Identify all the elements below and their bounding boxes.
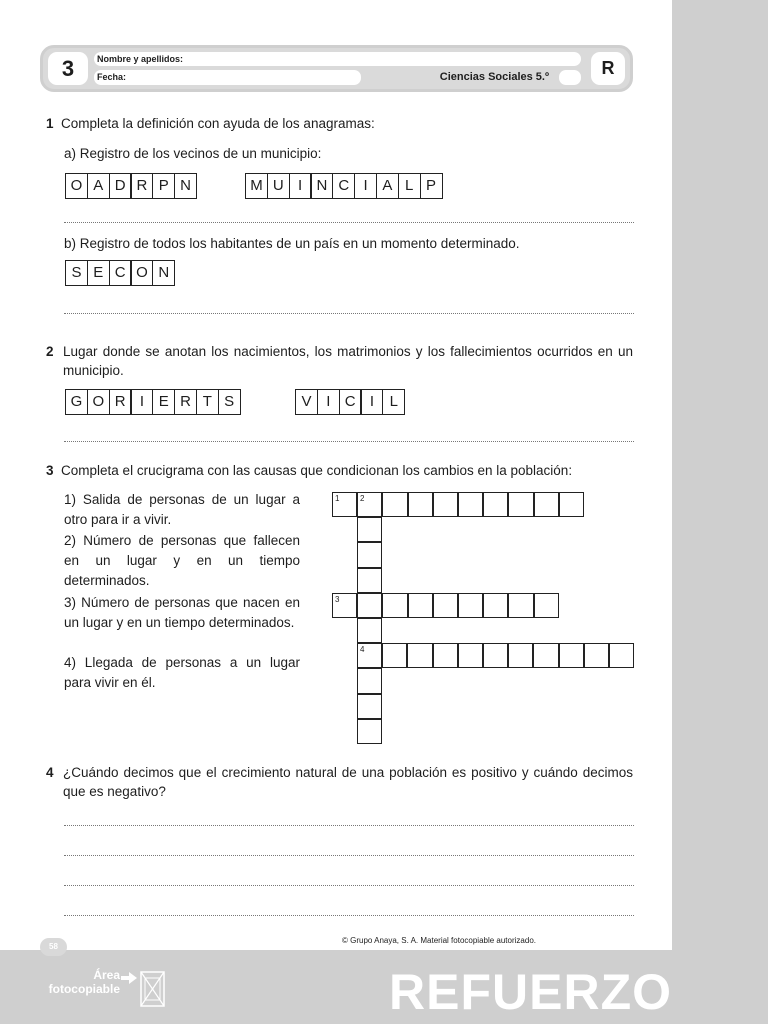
class-field[interactable]	[559, 70, 581, 85]
anagram-letter: S	[218, 389, 241, 415]
crossword-cell[interactable]	[483, 492, 508, 517]
question-instruction: Completa el crucigrama con las causas que condicionan los cambios en la población:	[61, 463, 573, 478]
anagram-letter: I	[130, 389, 153, 415]
anagram-letter: E	[152, 389, 175, 415]
crossword-clue: 2) Número de personas que fallecen en un lugar y en un tiempo determinados.	[64, 533, 300, 588]
crossword-cell[interactable]	[458, 492, 483, 517]
crossword-cell[interactable]	[534, 593, 559, 618]
page-number: 58	[40, 938, 67, 956]
question-number: 1	[46, 116, 54, 131]
anagram-letter: E	[87, 260, 110, 286]
anagram-box	[295, 389, 405, 415]
question-number: 3	[46, 463, 54, 478]
anagram-letter: A	[376, 173, 399, 199]
question-1b-text: b) Registro de todos los habitantes de un país en un momento determinado.	[64, 236, 520, 251]
anagram-letter: U	[267, 173, 290, 199]
crossword-cell[interactable]	[584, 643, 609, 668]
anagram-letter: C	[332, 173, 355, 199]
crossword-cell[interactable]	[458, 643, 483, 668]
crossword-clue-number: 1	[335, 494, 340, 503]
crossword-clue-number: 4	[360, 645, 365, 655]
anagram-letter: O	[87, 389, 110, 415]
crossword-cell[interactable]	[407, 643, 432, 668]
crossword-cell[interactable]	[382, 593, 407, 618]
crossword-cell[interactable]	[508, 593, 533, 618]
anagram-box	[245, 173, 443, 199]
crossword-cell[interactable]	[408, 492, 433, 517]
crossword-cell[interactable]	[508, 492, 533, 517]
side-band	[672, 0, 768, 1024]
photocopy-icon	[140, 970, 165, 1008]
crossword-cell[interactable]	[433, 643, 458, 668]
area-label-line: fotocopiable	[48, 982, 120, 996]
anagram-letter: S	[65, 260, 88, 286]
crossword-cell[interactable]	[458, 593, 483, 618]
question-3	[46, 461, 572, 480]
anagram-letter: N	[174, 173, 197, 199]
crossword-cell[interactable]	[559, 643, 584, 668]
anagram-letter: R	[174, 389, 197, 415]
anagram-letter: R	[109, 389, 132, 415]
name-field[interactable]: Nombre y apellidos:	[94, 52, 581, 66]
crossword-cell[interactable]	[559, 492, 584, 517]
anagram-letter: C	[339, 389, 362, 415]
area-fotocopiable-label	[38, 968, 120, 996]
crossword-cell[interactable]	[408, 593, 433, 618]
anagram-letter: I	[317, 389, 340, 415]
answer-line[interactable]	[64, 915, 634, 916]
anagram-letter: I	[289, 173, 312, 199]
crossword-cell[interactable]	[357, 593, 382, 618]
answer-line[interactable]	[64, 441, 634, 442]
anagram-letter: I	[354, 173, 377, 199]
crossword-cell[interactable]	[357, 542, 382, 567]
anagram-letter: L	[398, 173, 421, 199]
refuerzo-label: REFUERZO	[389, 964, 672, 1020]
answer-line[interactable]	[64, 313, 634, 314]
question-1a-text: a) Registro de los vecinos de un municipio:	[64, 146, 322, 161]
anagram-letter: T	[196, 389, 219, 415]
crossword-cell[interactable]	[382, 492, 407, 517]
crossword-cell[interactable]	[357, 719, 382, 744]
crossword-cell[interactable]	[357, 568, 382, 593]
anagram-letter: A	[87, 173, 110, 199]
crossword-cell[interactable]	[357, 618, 382, 643]
crossword-clue: 1) Salida de personas de un lugar a otro para ir a vivir.	[64, 492, 300, 527]
crossword-clue-number: 3	[335, 594, 340, 604]
anagram-letter: I	[360, 389, 383, 415]
answer-line[interactable]	[64, 885, 634, 886]
crossword-clue-number: 2	[360, 494, 365, 503]
crossword-cell[interactable]	[533, 643, 558, 668]
anagram-box	[65, 389, 241, 415]
date-field[interactable]: Fecha:	[94, 70, 361, 85]
anagram-box	[65, 260, 175, 286]
question-number: 2	[46, 344, 54, 359]
crossword-cell[interactable]	[357, 668, 382, 693]
anagram-letter: M	[245, 173, 268, 199]
crossword-cell[interactable]	[433, 492, 458, 517]
crossword-cell[interactable]	[534, 492, 559, 517]
crossword-cell[interactable]	[483, 593, 508, 618]
question-4-text: ¿Cuándo decimos que el crecimiento natural de una población es positivo y cuándo decimos que es negativo?	[63, 765, 633, 799]
anagram-letter: O	[65, 173, 88, 199]
answer-line[interactable]	[64, 825, 634, 826]
crossword-clue: 3) Número de personas que nacen en un lugar y en un tiempo determinados.	[64, 595, 300, 630]
anagram-letter: N	[152, 260, 175, 286]
subject-label: Ciencias Sociales 5.º	[439, 71, 549, 83]
crossword-cell[interactable]	[357, 517, 382, 542]
question-number: 4	[46, 765, 54, 780]
crossword-clue: 4) Llegada de personas a un lugar para vivir en él.	[64, 655, 300, 690]
arrow-right-icon	[121, 972, 137, 984]
anagram-letter: C	[109, 260, 132, 286]
anagram-box	[65, 173, 197, 199]
worksheet-header	[40, 45, 633, 92]
anagram-letter: G	[65, 389, 88, 415]
question-instruction: Completa la definición con ayuda de los anagramas:	[61, 116, 375, 131]
level-letter: R	[591, 52, 625, 85]
crossword-cell[interactable]	[382, 643, 407, 668]
question-2-text: Lugar donde se anotan los nacimientos, los matrimonios y los fallecimientos ocurridos en un municipio.	[63, 344, 633, 378]
crossword-cell[interactable]	[433, 593, 458, 618]
crossword-cell[interactable]	[357, 694, 382, 719]
area-label-line: Área	[93, 968, 120, 982]
anagram-letter: O	[130, 260, 153, 286]
anagram-letter: R	[130, 173, 153, 199]
anagram-letter: N	[310, 173, 333, 199]
anagram-letter: P	[152, 173, 175, 199]
anagram-letter: P	[420, 173, 443, 199]
copyright-notice: © Grupo Anaya, S. A. Material fotocopiable autorizado.	[341, 936, 536, 945]
anagram-letter: V	[295, 389, 318, 415]
crossword-cell[interactable]	[609, 643, 634, 668]
question-1	[46, 114, 375, 133]
crossword-cell[interactable]	[508, 643, 533, 668]
crossword-cell[interactable]	[483, 643, 508, 668]
anagram-letter: D	[109, 173, 132, 199]
answer-line[interactable]	[64, 855, 634, 856]
unit-number: 3	[48, 52, 88, 85]
anagram-letter: L	[382, 389, 405, 415]
answer-line[interactable]	[64, 222, 634, 223]
